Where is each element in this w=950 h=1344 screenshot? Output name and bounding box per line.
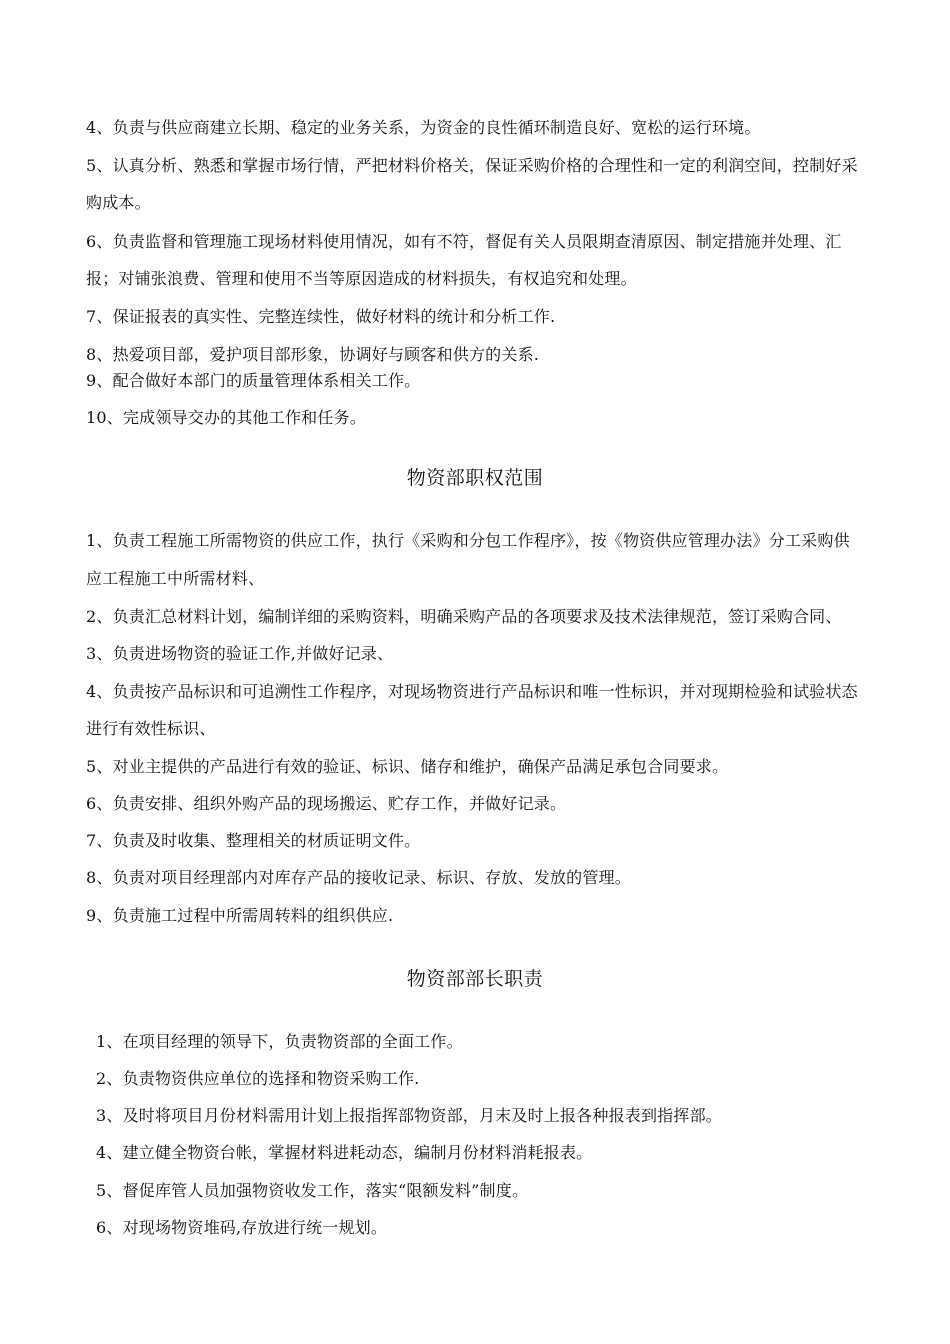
intro-item-8: 8、热爱项目部，爱护项目部形象，协调好与顾客和供方的关系. — [86, 345, 540, 364]
intro-item-5: 5、认真分析、熟悉和掌握市场行情，严把材料价格关，保证采购价格的合理性和一定的利润空间，控制好采 — [86, 156, 858, 175]
intro-item-10: 10、完成领导交办的其他工作和任务。 — [86, 408, 366, 427]
intro-item-6-cont: 报；对铺张浪费、管理和使用不当等原因造成的材料损失，有权追究和处理。 — [86, 269, 637, 288]
intro-item-7: 7、保证报表的真实性、完整连续性，做好材料的统计和分析工作. — [86, 307, 556, 326]
intro-item-5-cont: 购成本。 — [86, 193, 151, 212]
scope-item-7: 7、负责及时收集、整理相关的材质证明文件。 — [86, 831, 421, 850]
scope-item-4: 4、负责按产品标识和可追溯性工作程序，对现场物资进行产品标识和唯一性标识，并对现期检验和试验状态 — [86, 682, 858, 701]
scope-item-3: 3、负责进场物资的验证工作,并做好记录、 — [86, 644, 394, 663]
scope-item-1: 1、负责工程施工所需物资的供应工作，执行《采购和分包工作程序》，按《物资供应管理办法》分工采购供 — [86, 531, 850, 550]
head-item-5: 5、督促库管人员加强物资收发工作，落实“限额发料”制度。 — [96, 1181, 529, 1200]
intro-item-9: 9、配合做好本部门的质量管理体系相关工作。 — [86, 371, 421, 390]
head-item-2: 2、负责物资供应单位的选择和物资采购工作. — [96, 1069, 420, 1088]
scope-item-8: 8、负责对项目经理部内对库存产品的接收记录、标识、存放、发放的管理。 — [86, 868, 631, 887]
head-item-3: 3、及时将项目月份材料需用计划上报指挥部物资部，月末及时上报各种报表到指挥部。 — [96, 1106, 722, 1125]
scope-item-5: 5、对业主提供的产品进行有效的验证、标识、储存和维护，确保产品满足承包合同要求。 — [86, 757, 729, 776]
intro-item-6: 6、负责监督和管理施工现场材料使用情况，如有不符，督促有关人员限期查清原因、制定措施并处理、汇 — [86, 232, 842, 251]
scope-item-9: 9、负责施工过程中所需周转料的组织供应. — [86, 906, 394, 925]
scope-item-1-cont: 应工程施工中所需材料、 — [86, 569, 265, 588]
intro-item-4: 4、负责与供应商建立长期、稳定的业务关系，为资金的良性循环制造良好、宽松的运行环境。 — [86, 118, 761, 137]
section-title-head: 物资部部长职责 — [406, 968, 544, 990]
scope-item-4-cont: 进行有效性标识、 — [86, 719, 216, 738]
scope-item-6: 6、负责安排、组织外购产品的现场搬运、贮存工作，并做好记录。 — [86, 794, 567, 813]
head-item-4: 4、建立健全物资台帐，掌握材料进耗动态，编制月份材料消耗报表。 — [96, 1143, 593, 1162]
head-item-1: 1、在项目经理的领导下，负责物资部的全面工作。 — [96, 1032, 463, 1051]
section-title-scope: 物资部职权范围 — [406, 467, 544, 489]
scope-item-2: 2、负责汇总材料计划，编制详细的采购资料，明确采购产品的各项要求及技术法律规范，签订采购合同、 — [86, 607, 842, 626]
head-item-6: 6、对现场物资堆码,存放进行统一规划。 — [96, 1218, 388, 1237]
